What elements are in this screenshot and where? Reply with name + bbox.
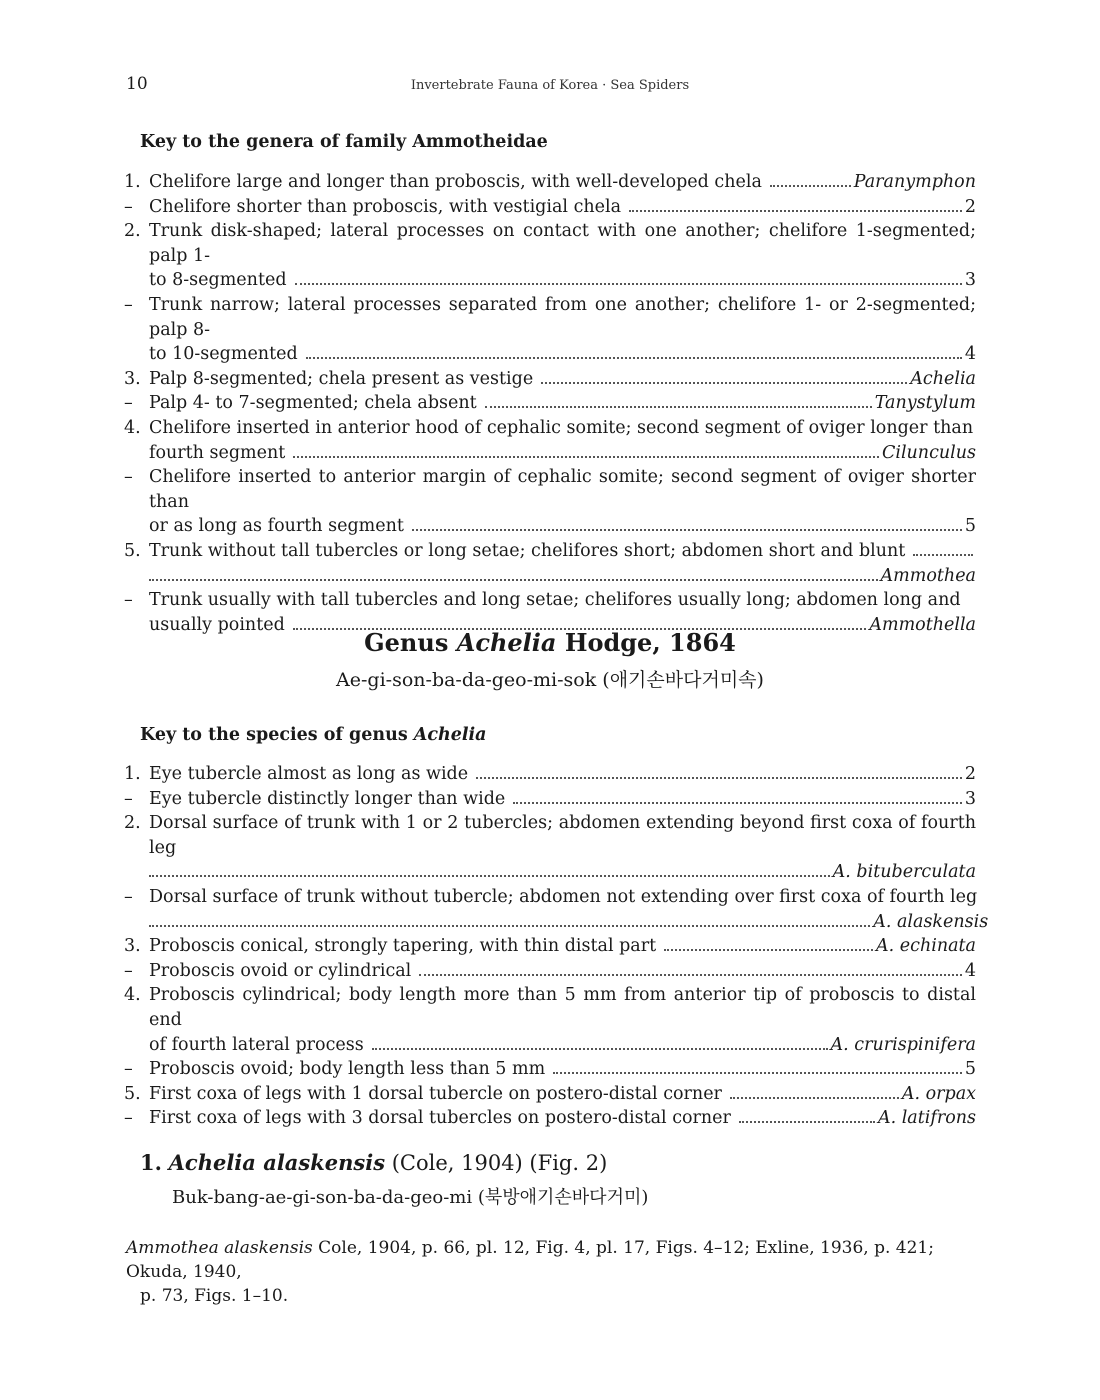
key-couplet [124, 885, 989, 934]
synonym-references-cont: p. 73, Figs. 1–10. [140, 1286, 289, 1306]
couplet-result: A. bituberculata [832, 862, 976, 883]
key-couplet [124, 539, 976, 588]
couplet-text: Dorsal surface of trunk with 1 or 2 tubercles; abdomen extending beyond first coxa of fourth leg [149, 813, 976, 858]
key-couplet [124, 465, 976, 539]
key-couplet [124, 811, 976, 885]
key-couplet [124, 1057, 976, 1082]
leader-dots [149, 874, 830, 877]
couplet-number: 4. [124, 417, 141, 438]
key-couplet [124, 762, 976, 787]
leader-dots [295, 282, 962, 285]
leader-dots [739, 1120, 875, 1123]
couplet-result: 4 [964, 960, 976, 981]
leader-dots [149, 578, 878, 581]
couplet-text: Chelifore inserted in anterior hood of cephalic somite; second segment of oviger longer than [149, 417, 974, 438]
couplet-number: – [124, 960, 133, 981]
couplet-number: 4. [124, 985, 141, 1006]
couplet-number: 3. [124, 368, 141, 389]
species-name: Achelia alaskensis [168, 1150, 386, 1175]
couplet-result: Tanystylum [874, 393, 976, 414]
couplet-result: Achelia [910, 368, 976, 389]
leader-dots [770, 184, 851, 187]
leader-dots [730, 1096, 899, 1099]
key-species-list [124, 762, 989, 1131]
key-species-title-prefix: Key to the species of genus [140, 725, 408, 745]
genus-korean-name: Ae-gi-son-ba-da-geo-mi-sok (애기손바다거미속) [336, 669, 764, 691]
couplet-text-cont: of fourth lateral process [149, 1034, 364, 1055]
couplet-text: Proboscis ovoid or cylindrical [149, 960, 412, 981]
key-couplet [124, 170, 976, 195]
couplet-result: Ammothella [869, 614, 976, 635]
couplet-result: 3 [964, 270, 976, 291]
leader-dots [541, 381, 907, 384]
couplet-text: Palp 4- to 7-segmented; chela absent [149, 393, 477, 414]
couplet-text-cont: or as long as fourth segment [149, 516, 404, 537]
key-couplet [124, 195, 976, 220]
key-couplet [124, 416, 976, 465]
leader-dots [553, 1071, 962, 1074]
key-species-title [140, 725, 487, 745]
key-couplet [124, 293, 976, 367]
key-genera-title: Key to the genera of family Ammotheidae [140, 132, 548, 152]
couplet-result: 5 [964, 1059, 976, 1080]
key-couplet [124, 959, 976, 984]
leader-dots [293, 455, 879, 458]
genus-heading [0, 628, 1100, 692]
couplet-result: A. orpax [901, 1083, 976, 1104]
couplet-text: First coxa of legs with 1 dorsal tubercle on postero-distal corner [149, 1083, 722, 1104]
couplet-text-cont: to 8-segmented [149, 270, 287, 291]
couplet-result: 4 [964, 344, 976, 365]
key-couplet [124, 391, 976, 416]
couplet-text: Eye tubercle distinctly longer than wide [149, 788, 506, 809]
running-header: Invertebrate Fauna of Korea · Sea Spiders [410, 78, 690, 93]
species-korean-name: Buk-bang-ae-gi-son-ba-da-geo-mi (북방애기손바다거미) [172, 1187, 649, 1208]
couplet-text: Dorsal surface of trunk without tubercle; abdomen not extending over first coxa of fourth leg [149, 886, 978, 907]
synonym-name: Ammothea alaskensis [126, 1238, 313, 1258]
couplet-number: – [124, 1108, 133, 1129]
key-couplet [124, 367, 976, 392]
couplet-result: A. latifrons [877, 1108, 976, 1129]
couplet-number: 2. [124, 221, 141, 242]
couplet-text: Trunk usually with tall tubercles and long setae; chelifores usually long; abdomen long and [149, 590, 961, 611]
synonymy-paragraph [126, 1236, 976, 1308]
couplet-text: Trunk disk-shaped; lateral processes on contact with one another; chelifore 1-segmented; palp 1- [149, 221, 976, 266]
couplet-number: – [124, 788, 133, 809]
couplet-text-cont: usually pointed [149, 614, 285, 635]
leader-dots [412, 528, 962, 531]
key-genera-list [124, 170, 976, 637]
leader-dots [485, 405, 872, 408]
key-couplet [124, 219, 976, 293]
leader-dots [419, 973, 962, 976]
genus-title-authority: Hodge, 1864 [564, 628, 736, 657]
couplet-result: A. alaskensis [873, 911, 989, 932]
leader-dots [372, 1047, 828, 1050]
couplet-text: Chelifore inserted to anterior margin of cephalic somite; second segment of oviger shorter than [149, 467, 976, 512]
couplet-text: Chelifore shorter than proboscis, with vestigial chela [149, 196, 622, 217]
page-number: 10 [126, 74, 148, 94]
key-couplet [124, 983, 976, 1057]
couplet-result: Ammothea [880, 565, 976, 586]
couplet-result: 3 [964, 788, 976, 809]
synonym-references: Cole, 1904, p. 66, pl. 12, Fig. 4, pl. 17, Figs. 4–12; Exline, 1936, p. 421; Okuda, 1940, [126, 1238, 934, 1282]
couplet-result: 2 [964, 764, 976, 784]
leader-dots [306, 356, 962, 359]
genus-title [0, 628, 1100, 657]
couplet-text: Proboscis cylindrical; body length more than 5 mm from anterior tip of proboscis to distal end [149, 985, 976, 1030]
couplet-result: 2 [964, 196, 976, 217]
key-couplet [124, 787, 976, 812]
couplet-number: – [124, 294, 133, 315]
couplet-result: Paranymphon [853, 172, 976, 192]
couplet-number: 1. [124, 172, 141, 192]
leader-dots [476, 776, 962, 779]
species-authority: (Cole, 1904) (Fig. 2) [391, 1151, 608, 1175]
key-species-title-genus: Achelia [413, 725, 487, 745]
couplet-text-cont: to 10-segmented [149, 344, 298, 365]
couplet-number: – [124, 196, 133, 217]
couplet-text: First coxa of legs with 3 dorsal tubercles on postero-distal corner [149, 1108, 731, 1129]
couplet-text: Trunk without tall tubercles or long setae; chelifores short; abdomen short and blunt [149, 540, 906, 561]
key-couplet [124, 934, 976, 959]
genus-title-name: Achelia [456, 628, 557, 657]
couplet-text: Proboscis conical, strongly tapering, with thin distal part [149, 936, 657, 957]
leader-dots [149, 924, 870, 927]
couplet-number: 5. [124, 1083, 141, 1104]
couplet-text: Chelifore large and longer than proboscis, with well-developed chela [149, 172, 762, 192]
couplet-result: Cilunculus [881, 442, 976, 463]
leader-dots [629, 209, 962, 212]
couplet-number: – [124, 590, 133, 611]
couplet-result: 5 [964, 516, 976, 537]
couplet-text-cont: fourth segment [149, 442, 286, 463]
couplet-result: A. crurispinifera [830, 1034, 976, 1055]
couplet-number: – [124, 393, 133, 414]
couplet-text: Eye tubercle almost as long as wide [149, 764, 469, 784]
leader-dots [664, 948, 873, 951]
species-number: 1. [140, 1150, 162, 1175]
couplet-number: 2. [124, 813, 141, 834]
genus-title-prefix: Genus [364, 628, 449, 657]
couplet-number: – [124, 1059, 133, 1080]
key-couplet [124, 1106, 976, 1131]
couplet-text: Palp 8-segmented; chela present as vestige [149, 368, 534, 389]
couplet-number: – [124, 467, 133, 488]
couplet-number: 5. [124, 540, 141, 561]
couplet-number: 1. [124, 764, 141, 784]
couplet-number: 3. [124, 936, 141, 957]
couplet-result: A. echinata [876, 936, 976, 957]
leader-dots [513, 801, 962, 804]
couplet-number: – [124, 886, 133, 907]
key-couplet [124, 1082, 976, 1107]
couplet-text: Trunk narrow; lateral processes separated from one another; chelifore 1- or 2-segmented; palp 8- [149, 294, 976, 340]
couplet-text: Proboscis ovoid; body length less than 5 mm [149, 1059, 546, 1080]
species-heading [140, 1150, 607, 1175]
leader-dots [913, 553, 973, 556]
